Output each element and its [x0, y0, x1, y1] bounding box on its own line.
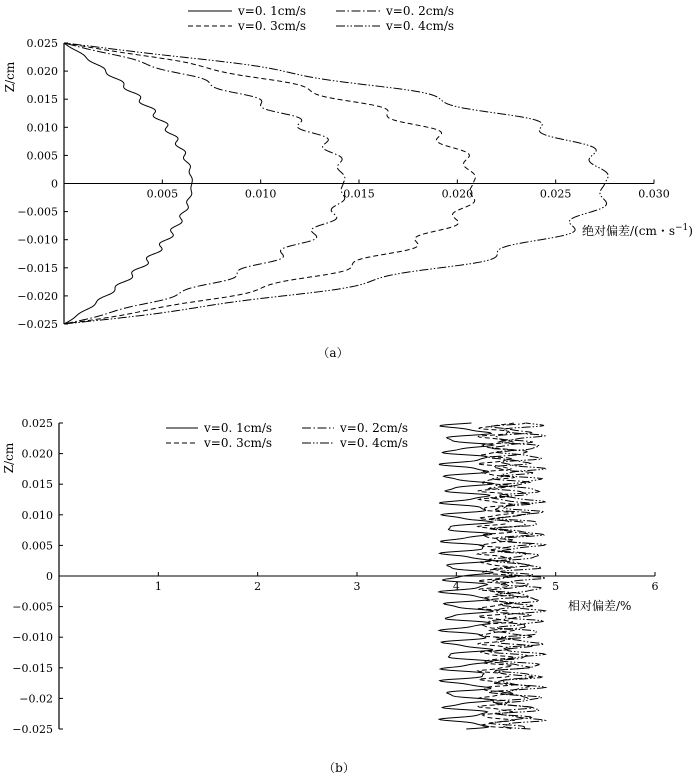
x-tick-label: 0.030 [638, 187, 670, 201]
x-tick-label: 1 [154, 580, 162, 593]
panel-a-chart [3, 4, 693, 360]
y-tick-label: −0.020 [17, 289, 58, 303]
legend-label-3: v=0. 3cm/s [204, 436, 273, 450]
y-axis-label: Z/cm [3, 61, 17, 93]
x-tick-label: 0.005 [146, 187, 179, 201]
x-axis-label-close: ) [688, 224, 693, 238]
y-tick-label: 0.005 [26, 149, 58, 163]
y-tick-label: −0.015 [12, 661, 53, 675]
legend-label-4: v=0. 4cm/s [386, 19, 455, 33]
legend-label-2: v=0. 2cm/s [340, 421, 409, 435]
y-tick-label: 0.005 [21, 539, 53, 553]
y-tick-label: −0.010 [12, 631, 53, 645]
y-tick-label: 0.020 [21, 447, 53, 461]
panel-b-chart [2, 417, 659, 775]
x-tick-label: 0.010 [244, 187, 277, 201]
x-tick-label: 3 [353, 580, 361, 593]
x-tick-label: 2 [254, 580, 262, 593]
y-tick-label: 0 [51, 177, 58, 191]
y-tick-label: −0.02 [19, 692, 53, 706]
y-tick-label: 0 [46, 570, 53, 583]
x-tick-label: 4 [452, 580, 460, 593]
x-tick-label: 6 [651, 580, 659, 593]
panel-b-caption: （b） [323, 761, 355, 775]
y-tick-label: 0.010 [26, 121, 58, 135]
legend-label-1: v=0. 1cm/s [204, 421, 273, 435]
y-tick-label: −0.005 [17, 205, 58, 219]
y-tick-label: −0.015 [17, 261, 58, 275]
x-tick-label: 5 [552, 580, 560, 593]
y-tick-label: −0.025 [17, 318, 58, 331]
y-tick-label: 0.025 [26, 37, 58, 50]
x-axis-label: 相对偏差/% [568, 599, 632, 613]
y-tick-label: −0.025 [12, 723, 53, 736]
y-axis-label: Z/cm [2, 442, 16, 474]
panel-a-caption: （a） [317, 346, 349, 360]
x-tick-label: 0.015 [343, 187, 375, 201]
y-tick-label: 0.010 [21, 508, 53, 522]
legend-label-4: v=0. 4cm/s [340, 436, 409, 450]
x-axis-label: 绝对偏差/(cm・$s^{-1}$) [582, 223, 693, 238]
x-axis-label-exponent: −1 [674, 223, 689, 233]
x-tick-label: 0.025 [539, 187, 572, 201]
y-tick-label: 0.020 [26, 65, 58, 79]
y-tick-label: 0.015 [26, 93, 58, 107]
y-tick-label: 0.025 [21, 417, 53, 430]
legend-label-1: v=0. 1cm/s [238, 4, 307, 18]
legend-label-2: v=0. 2cm/s [386, 4, 455, 18]
legend-label-3: v=0. 3cm/s [238, 19, 307, 33]
x-tick-label: 0.020 [441, 187, 474, 201]
y-tick-label: 0.015 [21, 478, 53, 492]
y-tick-label: −0.010 [17, 233, 58, 247]
y-tick-label: −0.005 [12, 600, 53, 614]
